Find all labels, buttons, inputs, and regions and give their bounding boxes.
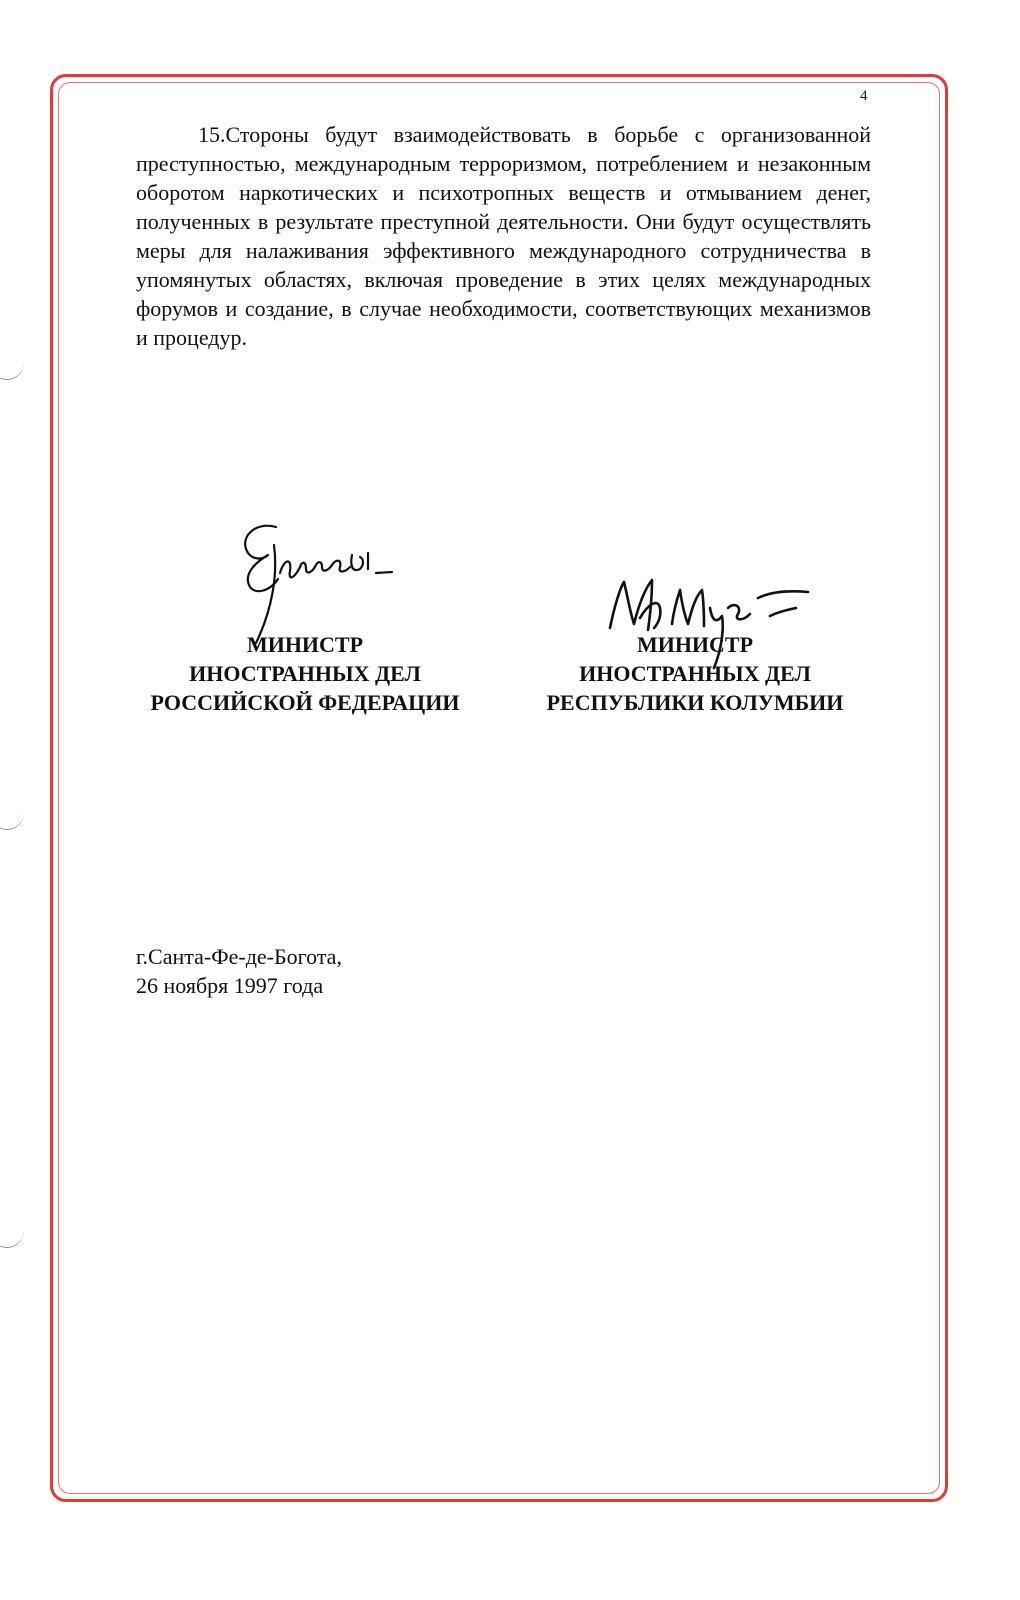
signing-date: 26 ноября 1997 года — [136, 973, 324, 998]
signatory-colombia-line1: МИНИСТР — [636, 632, 754, 657]
signatory-russia-line3: РОССИЙСКОЙ ФЕДЕРАЦИИ — [150, 690, 460, 715]
signatory-block-colombia — [515, 630, 875, 717]
signatory-russia-line1: МИНИСТР — [246, 632, 364, 657]
signatory-colombia-line2: ИНОСТРАННЫХ ДЕЛ — [579, 661, 811, 686]
binder-hole-mark — [0, 795, 24, 830]
signing-place: г.Санта-Фе-де-Богота, — [136, 944, 342, 969]
signatory-russia-line2: ИНОСТРАННЫХ ДЕЛ — [189, 661, 421, 686]
signatory-block-russia — [120, 630, 490, 717]
article-15-paragraph: 15.Стороны будут взаимодействовать в борьбе с организованной преступностью, международным терроризмом, потреблением и незаконным оборотом наркотических и психотропных веществ и отмыванием денег, полученных в результате преступной деятельности. Они будут осуществлять меры для налаживания эффективного международного сотрудничества в упомянутых областях, включая проведение в этих целях международных форумов и создание, в случае необходимости, соответствующих механизмов и процедур. — [136, 122, 871, 350]
place-and-date — [136, 942, 342, 1000]
binder-hole-mark — [0, 1213, 24, 1248]
signatory-colombia-line3: РЕСПУБЛИКИ КОЛУМБИИ — [546, 690, 844, 715]
page-number: 4 — [860, 88, 868, 104]
binder-hole-mark — [0, 345, 24, 380]
